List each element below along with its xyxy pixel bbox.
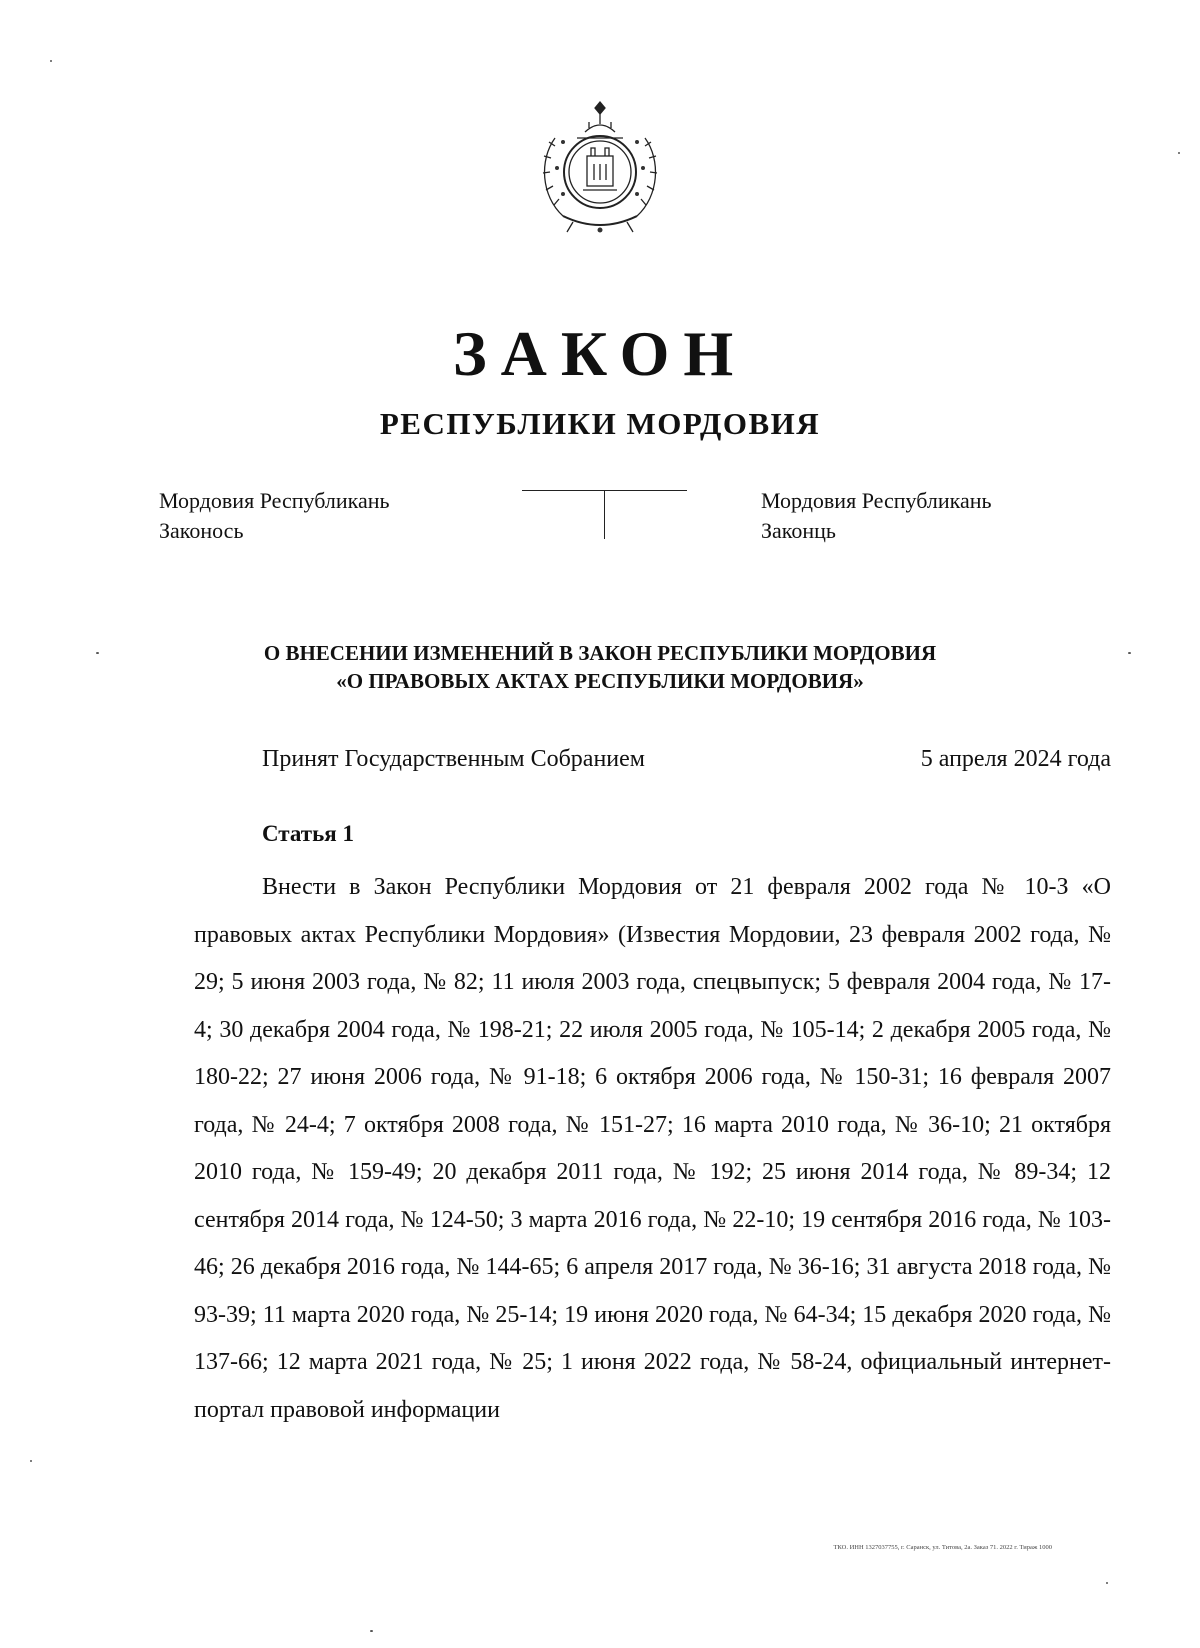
- document-heading-line-1: О ВНЕСЕНИИ ИЗМЕНЕНИЙ В ЗАКОН РЕСПУБЛИКИ МОРДОВИЯ: [263, 641, 937, 665]
- article-body: Внести в Закон Республики Мордовия от 21 февраля 2002 года № 10-З «О правовых актах Республики Мордовия» (Известия Мордовии, 23 февраля 2002 года, № 29; 5 июня 2003 года, № 82; 11 июля 2003 года, спецвыпуск; 5 февраля 2004 года, № 17-4; 30 декабря 2004 года, № 198-21; 22 июля 2005 года, № 105-14; 2 декабря 2005 года, № 180-22; 27 июня 2006 года, № 91-18; 6 октября 2006 года, № 150-31; 16 февраля 2007 года, № 24-4; 7 октября 2008 года, № 151-27; 16 марта 2010 года, № 36-10; 21 октября 2010 года, № 159-49; 20 декабря 2011 года, № 192; 25 июня 2014 года, № 89-34; 12 сентября 2014 года, № 124-50; 3 марта 2016 года, № 22-10; 19 сентября 2016 года, № 103-46; 26 декабря 2016 года, № 144-65; 6 апреля 2017 года, № 36-16; 31 августа 2018 года, № 93-39; 11 марта 2020 года, № 25-14; 19 июня 2020 года, № 64-34; 15 декабря 2020 года, № 137-66; 12 марта 2021 года, № 25; 1 июня 2022 года, № 58-24, официальный интернет-портал правовой информации: [194, 874, 1111, 1423]
- adopted-date: 5 апреля 2024 года: [920, 746, 1111, 772]
- moksha-title-right: [761, 486, 992, 546]
- scan-speck: [1106, 1582, 1108, 1584]
- number-field-divider: [604, 491, 605, 539]
- scan-speck: [30, 1460, 32, 1462]
- document-heading-line-2: «О ПРАВОВЫХ АКТАХ РЕСПУБЛИКИ МОРДОВИЯ»: [336, 669, 864, 693]
- adopted-by: Принят Государственным Собранием: [262, 746, 645, 772]
- scan-speck: [1128, 652, 1131, 654]
- law-title: ЗАКОН: [452, 318, 748, 389]
- law-subtitle: РЕСПУБЛИКИ МОРДОВИЯ: [379, 406, 821, 441]
- moksha-left-line-2: Законось: [159, 518, 244, 543]
- scan-speck: [96, 652, 99, 654]
- scan-speck: [1178, 152, 1180, 154]
- moksha-right-line-2: Законць: [761, 518, 836, 543]
- article-title: Статья 1: [262, 821, 354, 846]
- moksha-title-left: [159, 486, 390, 546]
- scan-speck: [50, 60, 52, 62]
- print-imprint: ТКО. ИНН 1327037755, г. Саранск, ул. Титова, 2а. Заказ 71. 2022 г. Тираж 1000: [833, 1544, 1052, 1551]
- document-heading: [0, 639, 1200, 695]
- moksha-right-line-1: Мордовия Республикань: [761, 488, 992, 513]
- coat-of-arms-emblem: [533, 98, 667, 244]
- scan-speck: [370, 1630, 373, 1632]
- moksha-left-line-1: Мордовия Республикань: [159, 488, 390, 513]
